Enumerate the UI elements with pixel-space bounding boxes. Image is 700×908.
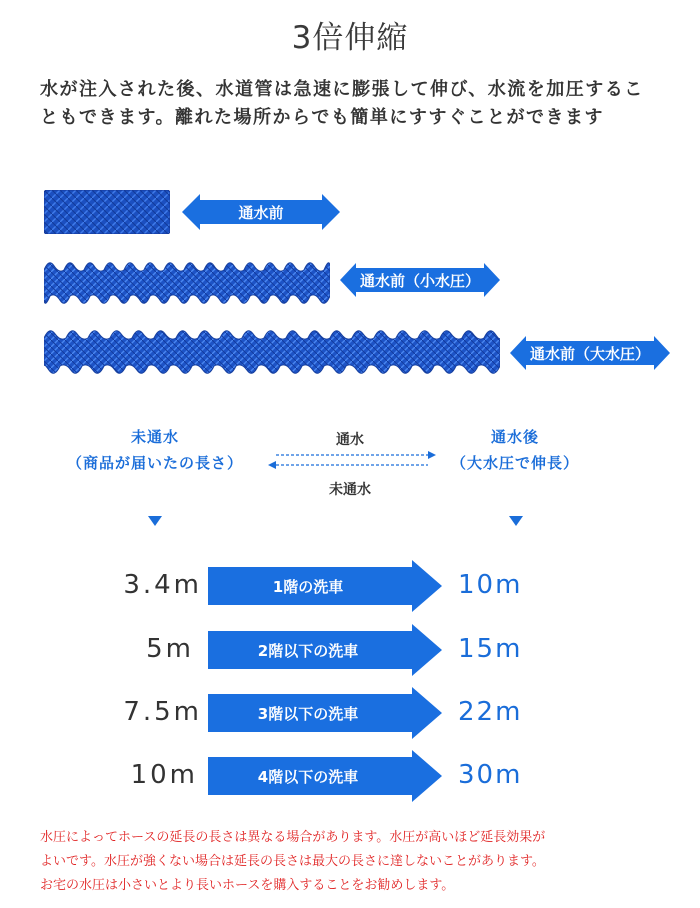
flow-back-label: 未通水 xyxy=(329,482,371,498)
pressure-notes xyxy=(40,826,680,898)
note-line: よいです。水圧が強くない場合は延長の長さは最大の長さに達しないことがあります。 xyxy=(40,854,545,869)
down-triangle-right-icon xyxy=(509,516,523,526)
row-before-length: 7.5m xyxy=(123,697,202,727)
state-after-title: 通水後 xyxy=(490,428,539,446)
state-before-title: 未通水 xyxy=(130,428,179,446)
hose-image-before xyxy=(44,190,170,234)
row-label: 1階の洗車 xyxy=(272,578,344,596)
state-before-subtitle: （商品が届いたの長さ） xyxy=(66,454,243,472)
hose-image-large-pressure xyxy=(44,326,500,378)
hose-label-3: 通水前（大水圧） xyxy=(529,345,650,363)
intro-text: 水が注入された後、水道管は急速に膨張して伸び、水流を加圧することもできます。離れた場所からでも簡単にすすぐことができます xyxy=(40,79,644,128)
row-before-length: 5m xyxy=(146,634,194,664)
flow-arrows-icon xyxy=(268,450,436,470)
note-line: 水圧によってホースの延長の長さは異なる場合があります。水圧が高いほど延長効果が xyxy=(40,830,546,845)
state-after-subtitle: （大水圧で伸長） xyxy=(450,454,579,472)
row-before-length: 3.4m xyxy=(123,570,202,600)
row-label: 4階以下の洗車 xyxy=(257,768,359,786)
hose-label-1: 通水前 xyxy=(238,204,284,222)
down-triangle-left-icon xyxy=(148,516,162,526)
row-after-length: 10m xyxy=(458,570,523,600)
row-after-length: 22m xyxy=(458,697,523,727)
hose-image-small-pressure xyxy=(44,258,330,308)
page-title: 3倍伸縮 xyxy=(291,20,409,56)
flow-forward-label: 通水 xyxy=(336,432,364,448)
row-before-length: 10m xyxy=(130,760,198,790)
note-line: お宅の水圧は小さいとより長いホースを購入することをお勧めします。 xyxy=(40,878,455,893)
hose-label-2: 通水前（小水圧） xyxy=(359,272,480,290)
row-label: 2階以下の洗車 xyxy=(257,642,359,660)
row-after-length: 30m xyxy=(458,760,523,790)
row-after-length: 15m xyxy=(458,634,523,664)
row-label: 3階以下の洗車 xyxy=(257,705,359,723)
